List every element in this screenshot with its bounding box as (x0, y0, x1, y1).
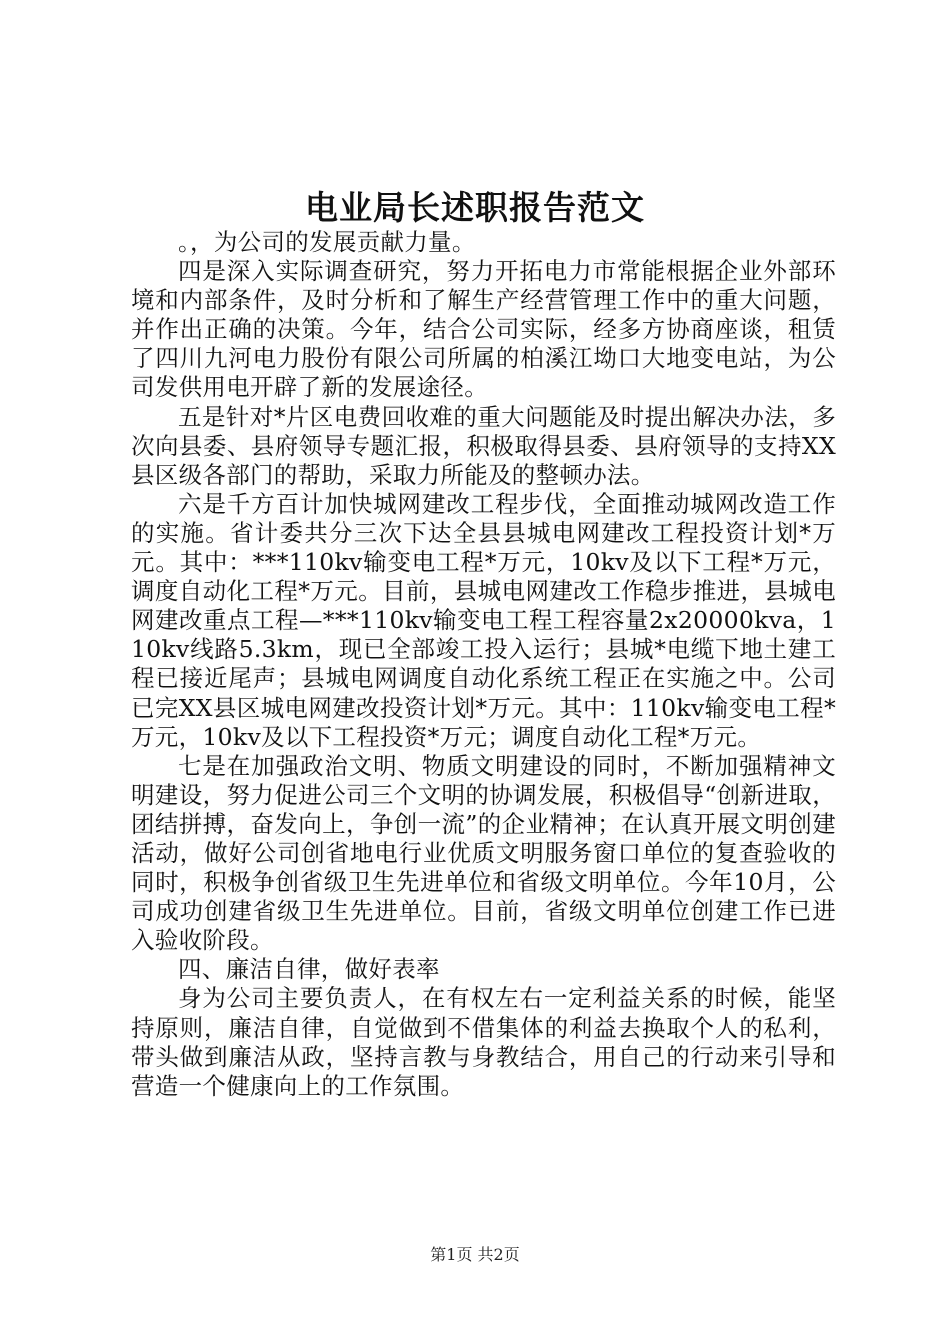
section-heading: 四、廉洁自律，做好表率 (178, 955, 440, 984)
paragraph-5: 七是在加强政治文明、物质文明建设的同时，不断加强精神文明建设，努力促进公司三个文明的协调发展，积极倡导“创新进取，团结拼搏，奋发向上，争创一流”的企业精神；在认真开展文明创建活动，做好公司创省地电行业优质文明服务窗口单位的复查验收的同时，积极争创省级卫生先进单位和省级文明单位。今年10月，公司成功创建省级卫生先进单位。目前，省级文明单位创建工作已进入验收阶段。 (131, 751, 836, 955)
paragraph-2: 四是深入实际调查研究，努力开拓电力市常能根据企业外部环境和内部条件，及时分析和了解生产经营管理工作中的重大问题，并作出正确的决策。今年，结合公司实际，经多方协商座谈，租赁了四川九河电力股份有限公司所属的柏溪江坳口大地变电站，为公司发供用电开辟了新的发展途径。 (131, 257, 836, 402)
document-body (131, 228, 836, 1101)
paragraph-1: 。，为公司的发展贡献力量。 (178, 228, 476, 256)
document-title: 电业局长述职报告范文 (305, 188, 645, 227)
paragraph-4: 六是千方百计加快城网建改工程步伐，全面推动城网改造工作的实施。省计委共分三次下达全县县城电网建改工程投资计划*万元。其中：***110kv输变电工程*万元，10kv及以下工程*万元，调度自动化工程*万元。目前，县城电网建改工作稳步推进，县城电网建改重点工程—***110kv输变电工程工程容量2x20000kva，110kv线路5.3km，现已全部竣工投入运行；县城*电缆下地土建工程已接近尾声；县城电网调度自动化系统工程正在实施之中。公司已完XX县区城电网建改投资计划*万元。其中：110kv输变电工程*万元，10kv及以下工程投资*万元；调度自动化工程*万元。 (131, 489, 836, 751)
paragraph-3: 五是针对*片区电费回收难的重大问题能及时提出解决办法，多次向县委、县府领导专题汇报，积极取得县委、县府领导的支持XX县区级各部门的帮助，采取力所能及的整顿办法。 (131, 402, 836, 489)
page-footer: 第1页 共2页 (430, 1245, 520, 1264)
paragraph-6: 身为公司主要负责人，在有权左右一定利益关系的时候，能坚持原则，廉洁自律，自觉做到不借集体的利益去换取个人的私利，带头做到廉洁从政，坚持言教与身教结合，用自己的行动来引导和营造一个健康向上的工作氛围。 (131, 984, 836, 1100)
